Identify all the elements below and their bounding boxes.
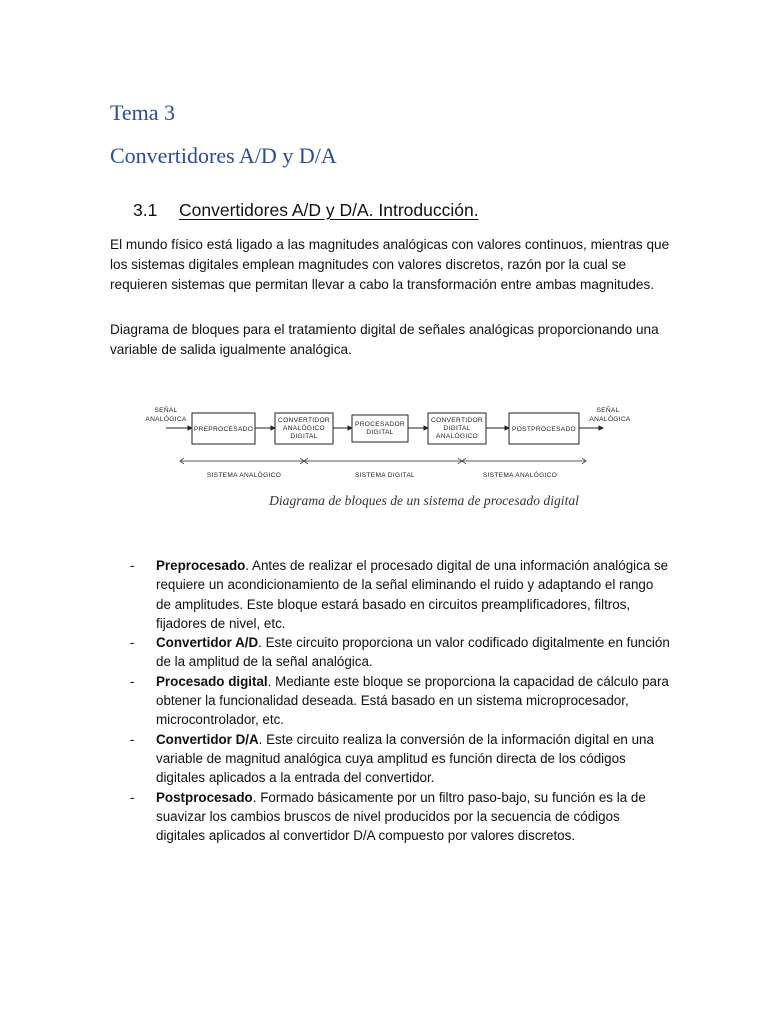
section-title: Convertidores A/D y D/A. Introducción. xyxy=(179,200,479,220)
block-label: DIGITAL xyxy=(290,433,318,440)
diagram-intro-paragraph: Diagrama de bloques para el tratamiento digital de señales analógicas proporcionando una variable de salida igualmente analógica. xyxy=(110,322,659,357)
bullet-dash: - xyxy=(130,673,135,689)
input-label-line2: ANALÓGICA xyxy=(145,416,187,423)
bullet-list xyxy=(130,556,670,845)
bullet-term: Convertidor D/A xyxy=(156,731,259,747)
bullet-term: Convertidor A/D xyxy=(156,635,259,651)
bullet-text: . Este circuito realiza la conversión de la información digital en una variable de magnitud analógica cuya amplitud es función directa de los códigos digitales aplicados a la entrada del convertidor. xyxy=(156,731,654,786)
list-item xyxy=(130,788,670,846)
section-heading xyxy=(133,200,479,221)
output-label-line1: SEÑAL xyxy=(596,407,620,414)
bullet-dash: - xyxy=(130,558,135,573)
input-label-line1: SEÑAL xyxy=(154,407,178,414)
bullet-dash: - xyxy=(130,789,135,805)
bullet-term: Procesado digital xyxy=(156,673,268,689)
block-label: PROCESADOR xyxy=(355,421,405,428)
section-number: 3.1 xyxy=(133,200,158,220)
tema-heading: Tema 3 xyxy=(110,100,176,125)
block-diagram xyxy=(140,395,640,520)
bullet-term: Postprocesado xyxy=(156,789,253,805)
bullet-text: . Formado básicamente por un filtro paso-bajo, su función es la de suavizar los cambios bruscos de nivel producidos por la secuencia de códigos digitales aplicados al convertidor D/A compuesto por valores discretos. xyxy=(156,789,646,844)
block-label: CONVERTIDOR xyxy=(431,417,483,424)
range-label-analog-out: SISTEMA ANALÓGICO xyxy=(482,472,558,479)
block-label: PREPROCESADO xyxy=(193,426,254,433)
block-label: CONVERTIDOR xyxy=(278,417,330,424)
list-item xyxy=(130,556,670,633)
block-label: POSTPROCESADO xyxy=(512,426,576,433)
range-label-analog-in: SISTEMA ANALÓGICO xyxy=(206,472,282,479)
output-label-line2: ANALÓGICA xyxy=(589,416,631,423)
list-item xyxy=(130,730,670,788)
bullet-term: Preprocesado xyxy=(156,558,246,573)
bullet-text: . Este circuito proporciona un valor codificado digitalmente en función de la amplitud de la señal analógica. xyxy=(156,635,670,670)
bullet-dash: - xyxy=(130,731,135,747)
block-label: DIGITAL xyxy=(366,429,394,436)
block-label: ANALÓGICO xyxy=(283,425,325,432)
diagram-caption: Diagrama de bloques de un sistema de procesado digital xyxy=(269,493,579,508)
list-item xyxy=(130,633,670,672)
range-label-digital: SISTEMA DIGITAL xyxy=(354,472,416,479)
list-item xyxy=(130,672,670,730)
intro-paragraph: El mundo físico está ligado a las magnitudes analógicas con valores continuos, mientras que los sistemas digitales emplean magnitudes con valores discretos, razón por la cual se requieren sistemas que permitan llevar a cabo la transformación entre ambas magnitudes. xyxy=(110,237,670,292)
chapter-title: Convertidores A/D y D/A xyxy=(110,143,337,168)
bullet-text: . Mediante este bloque se proporciona la capacidad de cálculo para obtener la funcionalidad deseada. Está basado en un sistema microprocesador, microcontrolador, etc. xyxy=(156,673,669,728)
bullet-dash: - xyxy=(130,635,135,651)
block-label: ANALÓGICO xyxy=(436,433,478,440)
bullet-text: . Antes de realizar el procesado digital de una información analógica se requiere un acondicionamiento de la señal eliminando el ruido y adaptando el rango de amplitudes. Este bloque estará basado en circuitos preamplificadores, filtros, fijadores de nivel, etc. xyxy=(156,558,669,631)
block-label: DIGITAL xyxy=(443,425,471,432)
